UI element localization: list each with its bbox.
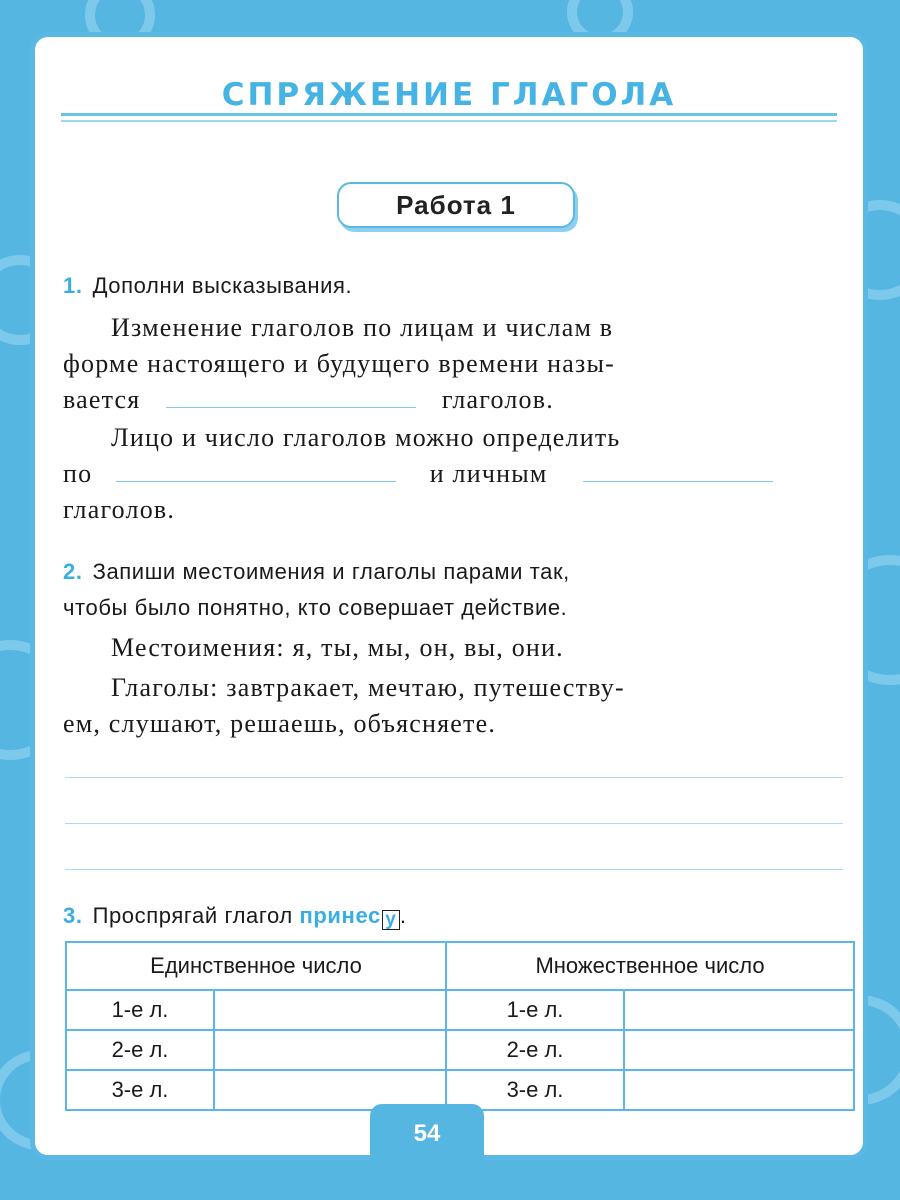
answer-cell[interactable] [624, 990, 854, 1030]
task2-number: 2. [63, 559, 83, 584]
page-title: СПРЯЖЕНИЕ ГЛАГОЛА [221, 77, 677, 113]
answer-blank-3[interactable] [583, 461, 773, 482]
answer-line-1[interactable] [65, 777, 843, 778]
answer-blank-1[interactable] [166, 387, 416, 408]
person-label: 2-е л. [66, 1030, 214, 1070]
table-header-row [66, 942, 854, 990]
task2-verbs-line1: Глаголы: завтракает, мечтаю, путешеству- [111, 673, 625, 702]
task2-verbs-line2: ем, слушают, решаешь, объясняете. [63, 709, 497, 738]
title-rule [61, 113, 837, 116]
workbook-page [30, 32, 868, 1160]
header-plural: Множественное число [446, 942, 854, 990]
answer-cell[interactable] [214, 990, 446, 1030]
title-rule-thin [61, 120, 837, 122]
answer-cell[interactable] [624, 1070, 854, 1110]
person-label: 3-е л. [446, 1070, 624, 1110]
task1-text-line6: глаголов. [63, 495, 176, 524]
task1-text-line4: Лицо и число глаголов можно определить [111, 423, 621, 452]
task2-instruction-line2: чтобы было понятно, кто совершает действие. [63, 595, 568, 620]
task1-text-line1: Изменение глаголов по лицам и числам в [111, 313, 614, 342]
conjugation-table [65, 941, 855, 1111]
task2-pronouns: Местоимения: я, ты, мы, он, вы, они. [111, 633, 564, 662]
suffix-box-icon: у [382, 910, 400, 930]
page-number: 54 [370, 1104, 484, 1164]
answer-line-2[interactable] [65, 823, 843, 824]
task3-number: 3. [63, 903, 83, 928]
work-title: Работа 1 [337, 182, 575, 228]
task3-verb: принес у [300, 903, 400, 928]
answer-cell[interactable] [624, 1030, 854, 1070]
person-label: 1-е л. [446, 990, 624, 1030]
person-label: 3-е л. [66, 1070, 214, 1110]
person-label: 2-е л. [446, 1030, 624, 1070]
task1-text-line2: форме настоящего и будущего времени назы- [63, 349, 616, 378]
answer-blank-2[interactable] [116, 461, 396, 482]
answer-line-3[interactable] [65, 869, 843, 870]
header-singular: Единственное число [66, 942, 446, 990]
table-row [66, 1030, 854, 1070]
task1-instruction: 1. Дополни высказывания. [63, 273, 353, 298]
person-label: 1-е л. [66, 990, 214, 1030]
task1-number: 1. [63, 273, 83, 298]
task1-text-line5: по и личным [63, 459, 773, 489]
task3-instruction: 3. Проспрягай глагол принес у . [63, 903, 407, 930]
table-row [66, 990, 854, 1030]
answer-cell[interactable] [214, 1030, 446, 1070]
task1-text-line3: вается глаголов. [63, 385, 554, 414]
task2-instruction-line1: 2. Запиши местоимения и глаголы парами так, [63, 559, 570, 584]
